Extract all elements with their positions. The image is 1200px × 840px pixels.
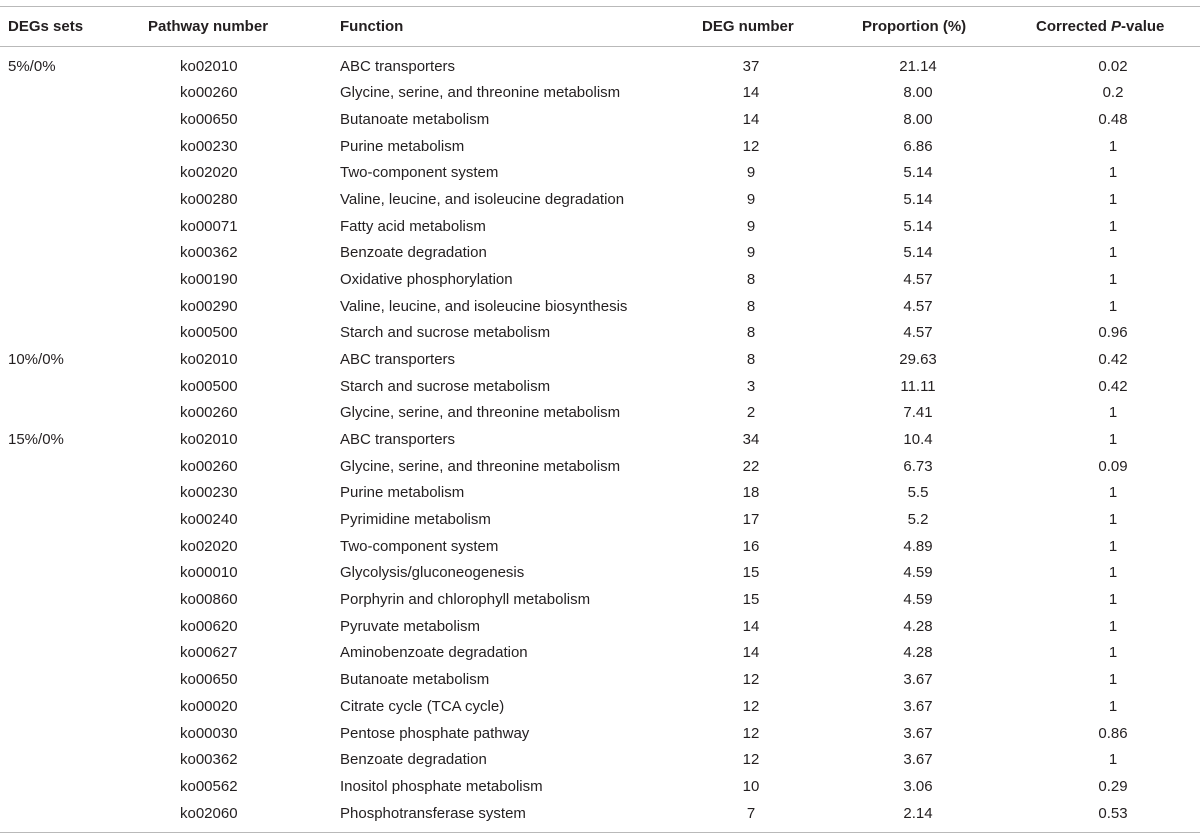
table-row [0,400,1200,427]
header-pvalue-suffix: -value [1121,18,1165,35]
cell-corrected-p-value-text: 0.96 [1098,324,1128,342]
table-row [0,320,1200,347]
header-pvalue-italic: P [1111,18,1122,35]
cell-deg-number-text: 10 [742,777,760,795]
cell-function: Pyrimidine metabolism [340,511,491,529]
cell-pathway-number: ko02020 [180,164,238,182]
table-row [0,374,1200,401]
cell-corrected-p-value-text: 0.42 [1098,350,1128,368]
header-pvalue-prefix: Corrected [1036,18,1112,35]
table-row [0,267,1200,294]
cell-deg-number-text: 34 [742,431,760,449]
cell-proportion-text: 4.57 [903,297,933,315]
table-row [0,774,1200,801]
cell-corrected-p-value-text: 1 [1108,217,1118,235]
cell-corrected-p-value-text: 0.2 [1102,84,1124,102]
cell-corrected-p-value-text: 1 [1108,617,1118,635]
cell-corrected-p-value-text: 1 [1108,297,1118,315]
cell-function: Aminobenzoate degradation [340,644,528,662]
cell-deg-number-text: 14 [742,617,760,635]
table-row [0,427,1200,454]
cell-function: Benzoate degradation [340,244,487,262]
cell-deg-number-text: 14 [742,644,760,662]
table-row [0,667,1200,694]
cell-pathway-number: ko02010 [180,350,238,368]
cell-proportion-text: 5.5 [907,484,929,502]
cell-corrected-p-value-text: 1 [1108,644,1118,662]
cell-corrected-p-value-text: 1 [1108,431,1118,449]
cell-function: ABC transporters [340,431,456,449]
cell-deg-number-text: 18 [742,484,760,502]
cell-pathway-number: ko00260 [180,84,238,102]
cell-deg-number-text: 8 [746,270,756,288]
cell-function: Phosphotransferase system [340,804,526,822]
table-row [0,560,1200,587]
table-row [0,80,1200,107]
cell-function: Pentose phosphate pathway [340,724,530,742]
cell-pathway-number: ko00030 [180,724,238,742]
cell-function: Butanoate metabolism [340,671,490,689]
cell-pathway-number: ko00650 [180,110,238,128]
cell-deg-number-text: 8 [746,324,756,342]
table-row [0,694,1200,721]
cell-proportion-text: 5.2 [907,511,929,529]
cell-pathway-number: ko02010 [180,431,238,449]
cell-proportion-text: 4.59 [903,591,933,609]
cell-function: Two-component system [340,537,499,555]
cell-function: Two-component system [340,164,499,182]
cell-pathway-number: ko00260 [180,457,238,475]
cell-deg-number-text: 16 [742,537,760,555]
cell-proportion-text: 5.14 [903,190,933,208]
cell-deg-number-text: 14 [742,110,760,128]
cell-corrected-p-value-text: 0.48 [1098,110,1128,128]
table-row [0,747,1200,774]
cell-function: Benzoate degradation [340,751,487,769]
cell-corrected-p-value-text: 1 [1108,697,1118,715]
table-row [0,134,1200,161]
cell-degs-set: 15%/0% [8,431,64,449]
table-row [0,294,1200,321]
cell-pathway-number: ko00230 [180,484,238,502]
cell-proportion-text: 10.4 [903,431,933,449]
cell-function: Pyruvate metabolism [340,617,481,635]
cell-pathway-number: ko00260 [180,404,238,422]
cell-deg-number-text: 37 [742,57,760,75]
cell-deg-number-text: 17 [742,511,760,529]
cell-deg-number-text: 2 [746,404,756,422]
cell-function: Glycolysis/gluconeogenesis [340,564,525,582]
cell-proportion-text: 8.00 [903,84,933,102]
header-corrected-p-value [1036,18,1164,35]
cell-corrected-p-value-text: 1 [1108,484,1118,502]
cell-pathway-number: ko00620 [180,617,238,635]
cell-proportion-text: 7.41 [903,404,933,422]
table-row [0,614,1200,641]
cell-deg-number-text: 12 [742,697,760,715]
cell-proportion-text: 3.67 [903,724,933,742]
cell-corrected-p-value-text: 0.53 [1098,804,1128,822]
cell-function: ABC transporters [340,350,456,368]
table-row [0,801,1200,828]
cell-corrected-p-value-text: 1 [1108,591,1118,609]
cell-pathway-number: ko00562 [180,777,238,795]
cell-function: ABC transporters [340,57,456,75]
cell-pathway-number: ko00190 [180,270,238,288]
cell-proportion-text: 4.59 [903,564,933,582]
cell-corrected-p-value-text: 1 [1108,190,1118,208]
table-row [0,187,1200,214]
cell-pathway-number: ko00362 [180,751,238,769]
cell-pathway-number: ko00020 [180,697,238,715]
cell-deg-number-text: 9 [746,164,756,182]
cell-pathway-number: ko02020 [180,537,238,555]
cell-corrected-p-value-text: 0.42 [1098,377,1128,395]
table-header [0,7,1200,46]
cell-corrected-p-value-text: 0.29 [1098,777,1128,795]
cell-proportion-text: 11.11 [900,377,936,395]
cell-degs-set: 10%/0% [8,350,64,368]
cell-deg-number-text: 12 [742,751,760,769]
cell-corrected-p-value-text: 1 [1108,137,1118,155]
table-row [0,160,1200,187]
table-row [0,240,1200,267]
cell-function: Inositol phosphate metabolism [340,777,543,795]
cell-pathway-number: ko00362 [180,244,238,262]
cell-pathway-number: ko00230 [180,137,238,155]
cell-function: Glycine, serine, and threonine metabolism [340,84,621,102]
cell-degs-set: 5%/0% [8,57,56,75]
cell-proportion-text: 4.28 [903,617,933,635]
cell-function: Starch and sucrose metabolism [340,324,551,342]
cell-proportion-text: 5.14 [903,244,933,262]
table-row [0,454,1200,481]
cell-proportion-text: 4.89 [903,537,933,555]
table-row [0,534,1200,561]
cell-function: Valine, leucine, and isoleucine biosynthesis [340,297,628,315]
cell-proportion-text: 3.67 [903,751,933,769]
cell-deg-number-text: 15 [742,591,760,609]
cell-corrected-p-value-text: 1 [1108,564,1118,582]
cell-proportion-text: 6.73 [903,457,933,475]
cell-deg-number-text: 9 [746,244,756,262]
cell-corrected-p-value-text: 0.86 [1098,724,1128,742]
cell-function: Fatty acid metabolism [340,217,486,235]
cell-function: Purine metabolism [340,137,465,155]
cell-proportion-text: 4.57 [903,324,933,342]
cell-deg-number-text: 12 [742,137,760,155]
cell-pathway-number: ko00071 [180,217,238,235]
cell-function: Glycine, serine, and threonine metabolism [340,404,621,422]
cell-deg-number-text: 12 [742,671,760,689]
cell-deg-number-text: 3 [746,377,756,395]
cell-function: Glycine, serine, and threonine metabolism [340,457,621,475]
table-row [0,721,1200,748]
cell-proportion-text: 5.14 [903,217,933,235]
cell-proportion-text: 21.14 [899,57,937,75]
cell-corrected-p-value-text: 1 [1108,537,1118,555]
cell-proportion-text: 2.14 [903,804,933,822]
header-proportion: Proportion (%) [862,18,967,35]
cell-pathway-number: ko00280 [180,190,238,208]
cell-pathway-number: ko02060 [180,804,238,822]
table-row [0,587,1200,614]
table-row [0,214,1200,241]
table-row [0,347,1200,374]
cell-proportion-text: 8.00 [903,110,933,128]
table-bottom-rule [0,832,1200,833]
cell-deg-number-text: 8 [746,350,756,368]
cell-proportion-text: 5.14 [903,164,933,182]
header-pathway-number: Pathway number [148,18,269,35]
cell-deg-number-text: 22 [742,457,760,475]
header-function: Function [340,18,404,35]
cell-corrected-p-value-text: 1 [1108,404,1118,422]
cell-corrected-p-value-text: 0.02 [1098,57,1128,75]
table-row [0,480,1200,507]
cell-proportion-text: 29.63 [899,350,937,368]
cell-deg-number-text: 9 [746,217,756,235]
cell-deg-number-text: 14 [742,84,760,102]
cell-function: Valine, leucine, and isoleucine degradation [340,190,625,208]
table-row [0,107,1200,134]
cell-pathway-number: ko00010 [180,564,238,582]
cell-function: Butanoate metabolism [340,110,490,128]
cell-proportion-text: 3.67 [903,697,933,715]
cell-function: Starch and sucrose metabolism [340,377,551,395]
cell-function: Porphyrin and chlorophyll metabolism [340,591,591,609]
cell-pathway-number: ko00860 [180,591,238,609]
cell-proportion-text: 3.67 [903,671,933,689]
cell-deg-number-text: 9 [746,190,756,208]
table-row [0,54,1200,81]
cell-proportion-text: 6.86 [903,137,933,155]
cell-function: Purine metabolism [340,484,465,502]
header-deg-number: DEG number [702,18,794,35]
cell-pathway-number: ko00650 [180,671,238,689]
cell-deg-number-text: 15 [742,564,760,582]
cell-proportion-text: 4.57 [903,270,933,288]
table-header-rule [0,46,1200,47]
cell-function: Oxidative phosphorylation [340,270,513,288]
cell-pathway-number: ko00500 [180,377,238,395]
header-degs-sets: DEGs sets [8,18,84,35]
table-row [0,640,1200,667]
cell-pathway-number: ko00627 [180,644,238,662]
cell-pathway-number: ko02010 [180,57,238,75]
cell-corrected-p-value-text: 1 [1108,244,1118,262]
cell-corrected-p-value-text: 1 [1108,751,1118,769]
cell-corrected-p-value-text: 0.09 [1098,457,1128,475]
cell-corrected-p-value-text: 1 [1108,511,1118,529]
cell-corrected-p-value-text: 1 [1108,164,1118,182]
cell-corrected-p-value-text: 1 [1108,270,1118,288]
cell-deg-number-text: 8 [746,297,756,315]
cell-proportion-text: 4.28 [903,644,933,662]
cell-deg-number-text: 12 [742,724,760,742]
cell-pathway-number: ko00500 [180,324,238,342]
cell-pathway-number: ko00240 [180,511,238,529]
cell-corrected-p-value-text: 1 [1108,671,1118,689]
table-row [0,507,1200,534]
cell-proportion-text: 3.06 [903,777,933,795]
cell-function: Citrate cycle (TCA cycle) [340,697,505,715]
cell-deg-number-text: 7 [746,804,756,822]
cell-pathway-number: ko00290 [180,297,238,315]
